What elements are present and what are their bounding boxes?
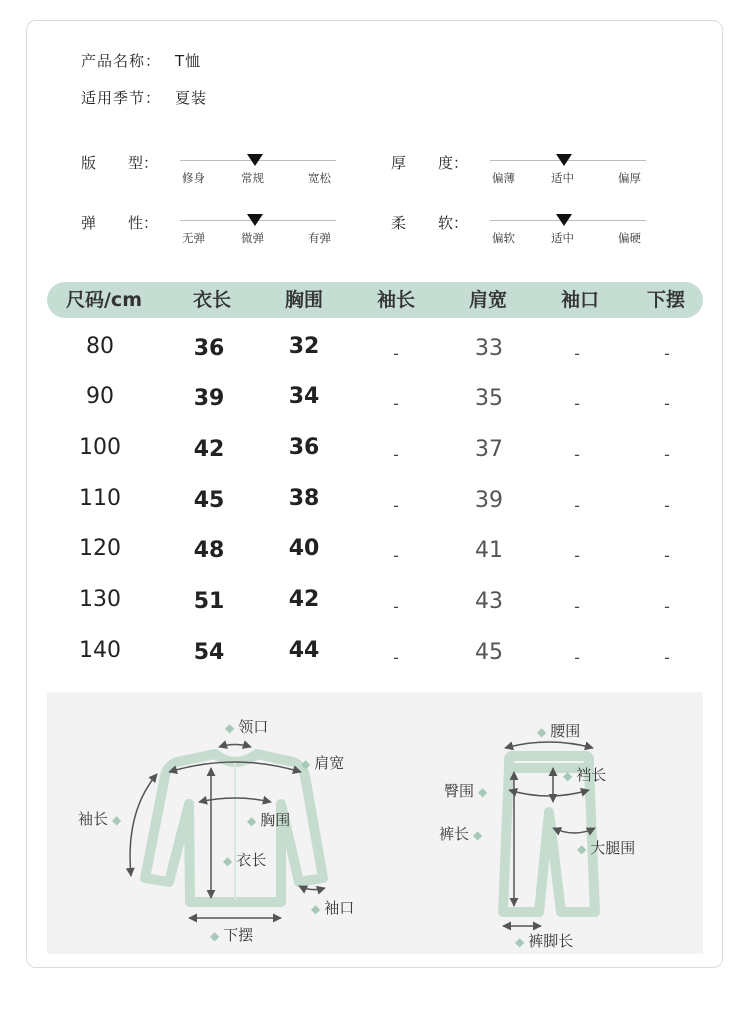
- label-hem: [206, 924, 253, 945]
- cell-hem: -: [664, 648, 670, 667]
- thickness-scale: [490, 146, 646, 186]
- label-chest: [243, 809, 290, 830]
- fit-option-2: 常规: [241, 171, 264, 185]
- label-sleeve: [78, 808, 125, 829]
- cell-chest: 40: [288, 536, 320, 561]
- cell-size: 80: [86, 334, 114, 359]
- cell-shoulder: 37: [475, 437, 503, 462]
- label-cuff-text: 袖口: [324, 899, 355, 917]
- thickness-label-char2: 度：: [438, 154, 469, 172]
- diamond-icon: ◆: [577, 842, 587, 856]
- label-rise-text: 裆长: [576, 766, 607, 784]
- label-leg-opening-text: 裤脚长: [528, 932, 574, 950]
- season-row: [81, 87, 207, 108]
- cell-sleeve: -: [393, 344, 399, 363]
- cell-shoulder: 33: [475, 336, 503, 361]
- cell-hem: -: [664, 546, 670, 565]
- cell-size: 130: [79, 587, 121, 612]
- elasticity-marker-icon: [247, 214, 263, 226]
- cell-hem: -: [664, 394, 670, 413]
- cell-hem: -: [664, 344, 670, 363]
- diamond-icon: ◆: [478, 785, 488, 799]
- thickness-option-2: 适中: [551, 171, 574, 185]
- diamond-icon: ◆: [210, 929, 220, 943]
- cell-cuff: -: [574, 648, 580, 667]
- elasticity-option-2: 微弹: [241, 231, 264, 245]
- label-thigh-text: 大腿围: [590, 839, 636, 857]
- label-pants-length-text: 裤长: [439, 825, 470, 843]
- elasticity-option-3: 有弹: [308, 231, 331, 245]
- cell-shoulder: 43: [475, 589, 503, 614]
- label-waist: [533, 720, 580, 741]
- fit-label-char2: 型：: [128, 154, 159, 172]
- fit-label-char1: 版: [81, 154, 97, 172]
- cell-size: 100: [79, 435, 121, 460]
- elasticity-label-char1: 弹: [81, 214, 97, 232]
- cell-hem: -: [664, 597, 670, 616]
- cell-hem: -: [664, 496, 670, 515]
- elasticity-label-char2: 性：: [128, 214, 159, 232]
- label-length: [219, 849, 266, 870]
- cell-sleeve: -: [393, 546, 399, 565]
- cell-chest: 34: [288, 384, 320, 409]
- thickness-marker-icon: [556, 154, 572, 166]
- header-size: 尺码/cm: [65, 289, 143, 311]
- label-shoulder: [297, 752, 344, 773]
- cell-length: 39: [193, 386, 225, 411]
- softness-label-char1: 柔: [391, 214, 407, 232]
- season-label: 适用季节：: [81, 89, 162, 107]
- diamond-icon: ◆: [537, 725, 547, 739]
- label-hem-text: 下摆: [223, 926, 254, 944]
- elasticity-scale: [180, 206, 336, 246]
- label-cuff: [307, 897, 354, 918]
- cell-sleeve: -: [393, 394, 399, 413]
- thickness-option-3: 偏厚: [618, 171, 641, 185]
- label-pants-length: [439, 823, 486, 844]
- cell-chest: 32: [288, 334, 320, 359]
- cell-size: 90: [86, 384, 114, 409]
- label-collar-text: 领口: [238, 718, 269, 736]
- cell-sleeve: -: [393, 597, 399, 616]
- cell-cuff: -: [574, 445, 580, 464]
- header-cuff: 袖口: [560, 289, 600, 311]
- cell-shoulder: 45: [475, 640, 503, 665]
- measurement-diagram: [47, 692, 703, 954]
- label-thigh: [573, 837, 635, 858]
- softness-label-char2: 软：: [438, 214, 469, 232]
- cell-hem: -: [664, 445, 670, 464]
- cell-cuff: -: [574, 394, 580, 413]
- cell-length: 42: [193, 437, 225, 462]
- diamond-icon: ◆: [301, 757, 311, 771]
- label-leg-opening: [511, 930, 573, 951]
- softness-scale: [490, 206, 646, 246]
- cell-size: 120: [79, 536, 121, 561]
- thickness-option-1: 偏薄: [492, 171, 515, 185]
- cell-chest: 44: [288, 638, 320, 663]
- cell-length: 54: [193, 640, 225, 665]
- diamond-icon: ◆: [311, 902, 321, 916]
- softness-label: [391, 212, 468, 233]
- size-table-header: [47, 282, 703, 318]
- cell-chest: 36: [288, 435, 320, 460]
- softness-marker-icon: [556, 214, 572, 226]
- fit-option-1: 修身: [182, 171, 205, 185]
- product-name-value: T恤: [175, 52, 202, 70]
- diamond-icon: ◆: [563, 769, 573, 783]
- thickness-label: [391, 152, 468, 173]
- cell-length: 45: [193, 488, 225, 513]
- cell-shoulder: 35: [475, 386, 503, 411]
- cell-chest: 38: [288, 486, 320, 511]
- fit-option-3: 宽松: [308, 171, 331, 185]
- label-shoulder-text: 肩宽: [314, 754, 345, 772]
- label-length-text: 衣长: [236, 851, 267, 869]
- header-chest: 胸围: [284, 289, 324, 311]
- label-rise: [559, 764, 606, 785]
- header-hem: 下摆: [646, 289, 686, 311]
- label-waist-text: 腰围: [550, 722, 581, 740]
- cell-shoulder: 41: [475, 538, 503, 563]
- season-value: 夏装: [175, 89, 208, 107]
- product-name-label: 产品名称：: [81, 52, 162, 70]
- label-hip: [444, 780, 491, 801]
- diamond-icon: ◆: [473, 828, 483, 842]
- diamond-icon: ◆: [515, 935, 525, 949]
- cell-sleeve: -: [393, 496, 399, 515]
- thickness-label-char1: 厚: [391, 154, 407, 172]
- cell-chest: 42: [288, 587, 320, 612]
- label-sleeve-text: 袖长: [78, 810, 109, 828]
- diamond-icon: ◆: [223, 854, 233, 868]
- cell-cuff: -: [574, 546, 580, 565]
- cell-sleeve: -: [393, 648, 399, 667]
- softness-option-3: 偏硬: [618, 231, 641, 245]
- elasticity-option-1: 无弹: [182, 231, 205, 245]
- header-shoulder: 肩宽: [468, 289, 508, 311]
- product-name-row: [81, 50, 201, 71]
- diamond-icon: ◆: [112, 813, 122, 827]
- header-length: 衣长: [192, 289, 232, 311]
- cell-length: 36: [193, 336, 225, 361]
- label-chest-text: 胸围: [260, 811, 291, 829]
- fit-marker-icon: [247, 154, 263, 166]
- cell-size: 110: [79, 486, 121, 511]
- cell-shoulder: 39: [475, 488, 503, 513]
- cell-cuff: -: [574, 496, 580, 515]
- elasticity-label: [81, 212, 158, 233]
- softness-option-2: 适中: [551, 231, 574, 245]
- cell-cuff: -: [574, 344, 580, 363]
- label-collar: [221, 716, 268, 737]
- cell-length: 51: [193, 589, 225, 614]
- label-hip-text: 臀围: [444, 782, 475, 800]
- diamond-icon: ◆: [247, 814, 257, 828]
- cell-cuff: -: [574, 597, 580, 616]
- header-sleeve: 袖长: [376, 289, 416, 311]
- softness-option-1: 偏软: [492, 231, 515, 245]
- garment-illustration: [47, 692, 703, 954]
- fit-label: [81, 152, 158, 173]
- cell-sleeve: -: [393, 445, 399, 464]
- cell-length: 48: [193, 538, 225, 563]
- fit-scale: [180, 146, 336, 186]
- diamond-icon: ◆: [225, 721, 235, 735]
- cell-size: 140: [79, 638, 121, 663]
